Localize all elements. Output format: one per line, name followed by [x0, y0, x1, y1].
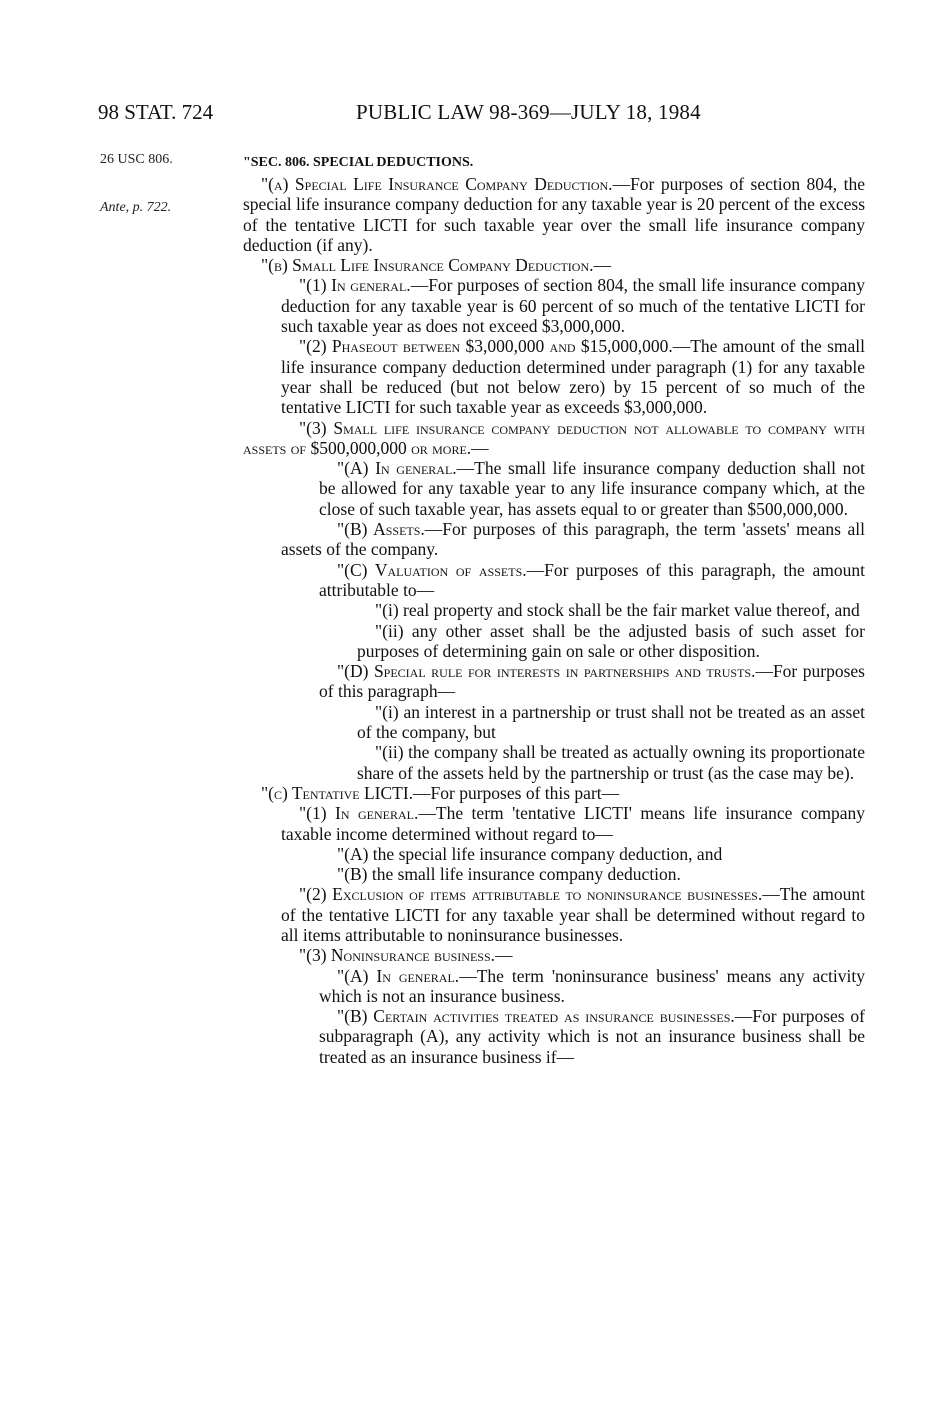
subsection-a-heading: "(a) Special Life Insurance Company Deduction. [261, 174, 613, 194]
subparagraph-c3b-heading: "(B) Certain activities treated as insurance businesses. [337, 1006, 735, 1027]
subparagraph-b3d-text: —For purposes of this paragraph— [319, 661, 865, 702]
paragraph-c3-heading: "(3) Noninsurance business.— [299, 945, 513, 966]
subparagraph-b3c [319, 560, 865, 601]
paragraph-c1 [281, 803, 865, 844]
subparagraph-c3a-heading: "(A) In general. [337, 965, 460, 986]
paragraph-b1 [281, 275, 865, 336]
subsection-c-heading: "(c) Tentative LICTI. [261, 782, 414, 803]
subparagraph-b3a-heading: "(A) In general. [337, 458, 457, 479]
subparagraph-c3b-text: —For purposes of subparagraph (A), any activity which is not an insurance business shall be treated as an insurance business if— [319, 1006, 866, 1067]
margin-note-ante: Ante, p. 722. [100, 200, 172, 215]
clause-b3d-i: "(i) an interest in a partnership or trust shall not be treated as an asset of the company, but [357, 701, 865, 743]
paragraph-b3 [243, 418, 865, 459]
document-body [243, 152, 865, 1067]
subparagraph-c1b: "(B) the small life insurance company deduction. [337, 864, 681, 885]
subsection-a [243, 174, 865, 255]
subparagraph-c3a-text: —The term 'noninsurance business' means any activity which is not an insurance business. [319, 965, 865, 1006]
subparagraph-b3b [281, 519, 865, 560]
paragraph-c1-text: —The term 'tentative LICTI' means life insurance company taxable income determined without regard to— [281, 803, 865, 844]
clause-b3d-ii: "(ii) the company shall be treated as actually owning its proportionate share of the assets held by the partnership or trust (as the case may be). [357, 742, 865, 783]
subsection-a-text: —For purposes of section 804, the special life insurance company deduction for any taxable year is 20 percent of the excess of the tentative LICTI for such taxable year over the small life insurance company deduction (if any). [243, 174, 865, 255]
paragraph-b2 [281, 336, 865, 417]
page-header [98, 100, 868, 130]
subparagraph-b3b-text: —For purposes of this paragraph, the term 'assets' means all assets of the company. [281, 519, 865, 560]
paragraph-c2-text: —The amount of the tentative LICTI for any taxable year shall be determined without regard to all items attributable to noninsurance businesses. [281, 884, 866, 945]
subparagraph-c3a [319, 966, 865, 1007]
paragraph-b1-text: —For purposes of section 804, the small life insurance company deduction for any taxable year is 60 percent of so much of the tentative LICTI for such taxable year as does not exceed $3,000,000. [281, 275, 865, 337]
subparagraph-c1a: "(A) the special life insurance company deduction, and [337, 843, 723, 864]
subsection-b-heading: "(b) Small Life Insurance Company Deduction.— [261, 255, 612, 276]
clause-b3c-ii: "(ii) any other asset shall be the adjusted basis of such asset for purposes of determining gain on sale or other disposition. [357, 620, 865, 661]
paragraph-c1-heading: "(1) In general. [299, 803, 419, 824]
law-title: PUBLIC LAW 98-369—JULY 18, 1984 [356, 100, 701, 124]
subparagraph-b3c-text: —For purposes of this paragraph, the amount attributable to— [319, 559, 866, 600]
subsection-c-text: —For purposes of this part— [413, 782, 620, 803]
subparagraph-b3b-heading: "(B) Assets. [337, 519, 425, 540]
paragraph-c2-heading: "(2) Exclusion of items attributable to noninsurance businesses. [299, 884, 763, 905]
subsection-c [243, 783, 865, 803]
paragraph-b2-text: —The amount of the small life insurance company deduction determined under paragraph (1) for any taxable year shall be reduced (but not below zero) by 15 percent of so much of the tentative LICTI for such taxable year as exceeds $3,000,000. [281, 336, 865, 418]
paragraph-c3 [281, 945, 865, 965]
paragraph-c2 [281, 884, 865, 945]
paragraph-b2-heading: "(2) Phaseout between $3,000,000 and $15,000,000. [299, 336, 673, 357]
subparagraph-b3a-text: —The small life insurance company deduction shall not be allowed for any taxable year to any life insurance company which, at the close of such taxable year, has assets equal to or greater than $500,000,000. [319, 458, 865, 519]
clause-b3c-i: "(i) real property and stock shall be the fair market value thereof, and [375, 600, 860, 621]
paragraph-b1-heading: "(1) In general. [299, 275, 411, 296]
subparagraph-b3d [319, 661, 865, 702]
stat-page-ref: 98 STAT. 724 [98, 100, 214, 124]
subparagraph-b3c-heading: "(C) Valuation of assets. [337, 559, 527, 580]
paragraph-b3-heading: "(3) Small life insurance company deduction not allowable to company with assets of $500,000,000 or more.— [243, 417, 865, 458]
subparagraph-b3a [319, 458, 865, 519]
margin-note-usc: 26 USC 806. [100, 152, 173, 167]
subparagraph-c3b [319, 1006, 865, 1067]
section-title: "SEC. 806. SPECIAL DEDUCTIONS. [243, 155, 474, 170]
subparagraph-b3d-heading: "(D) Special rule for interests in partnerships and trusts. [337, 661, 756, 682]
